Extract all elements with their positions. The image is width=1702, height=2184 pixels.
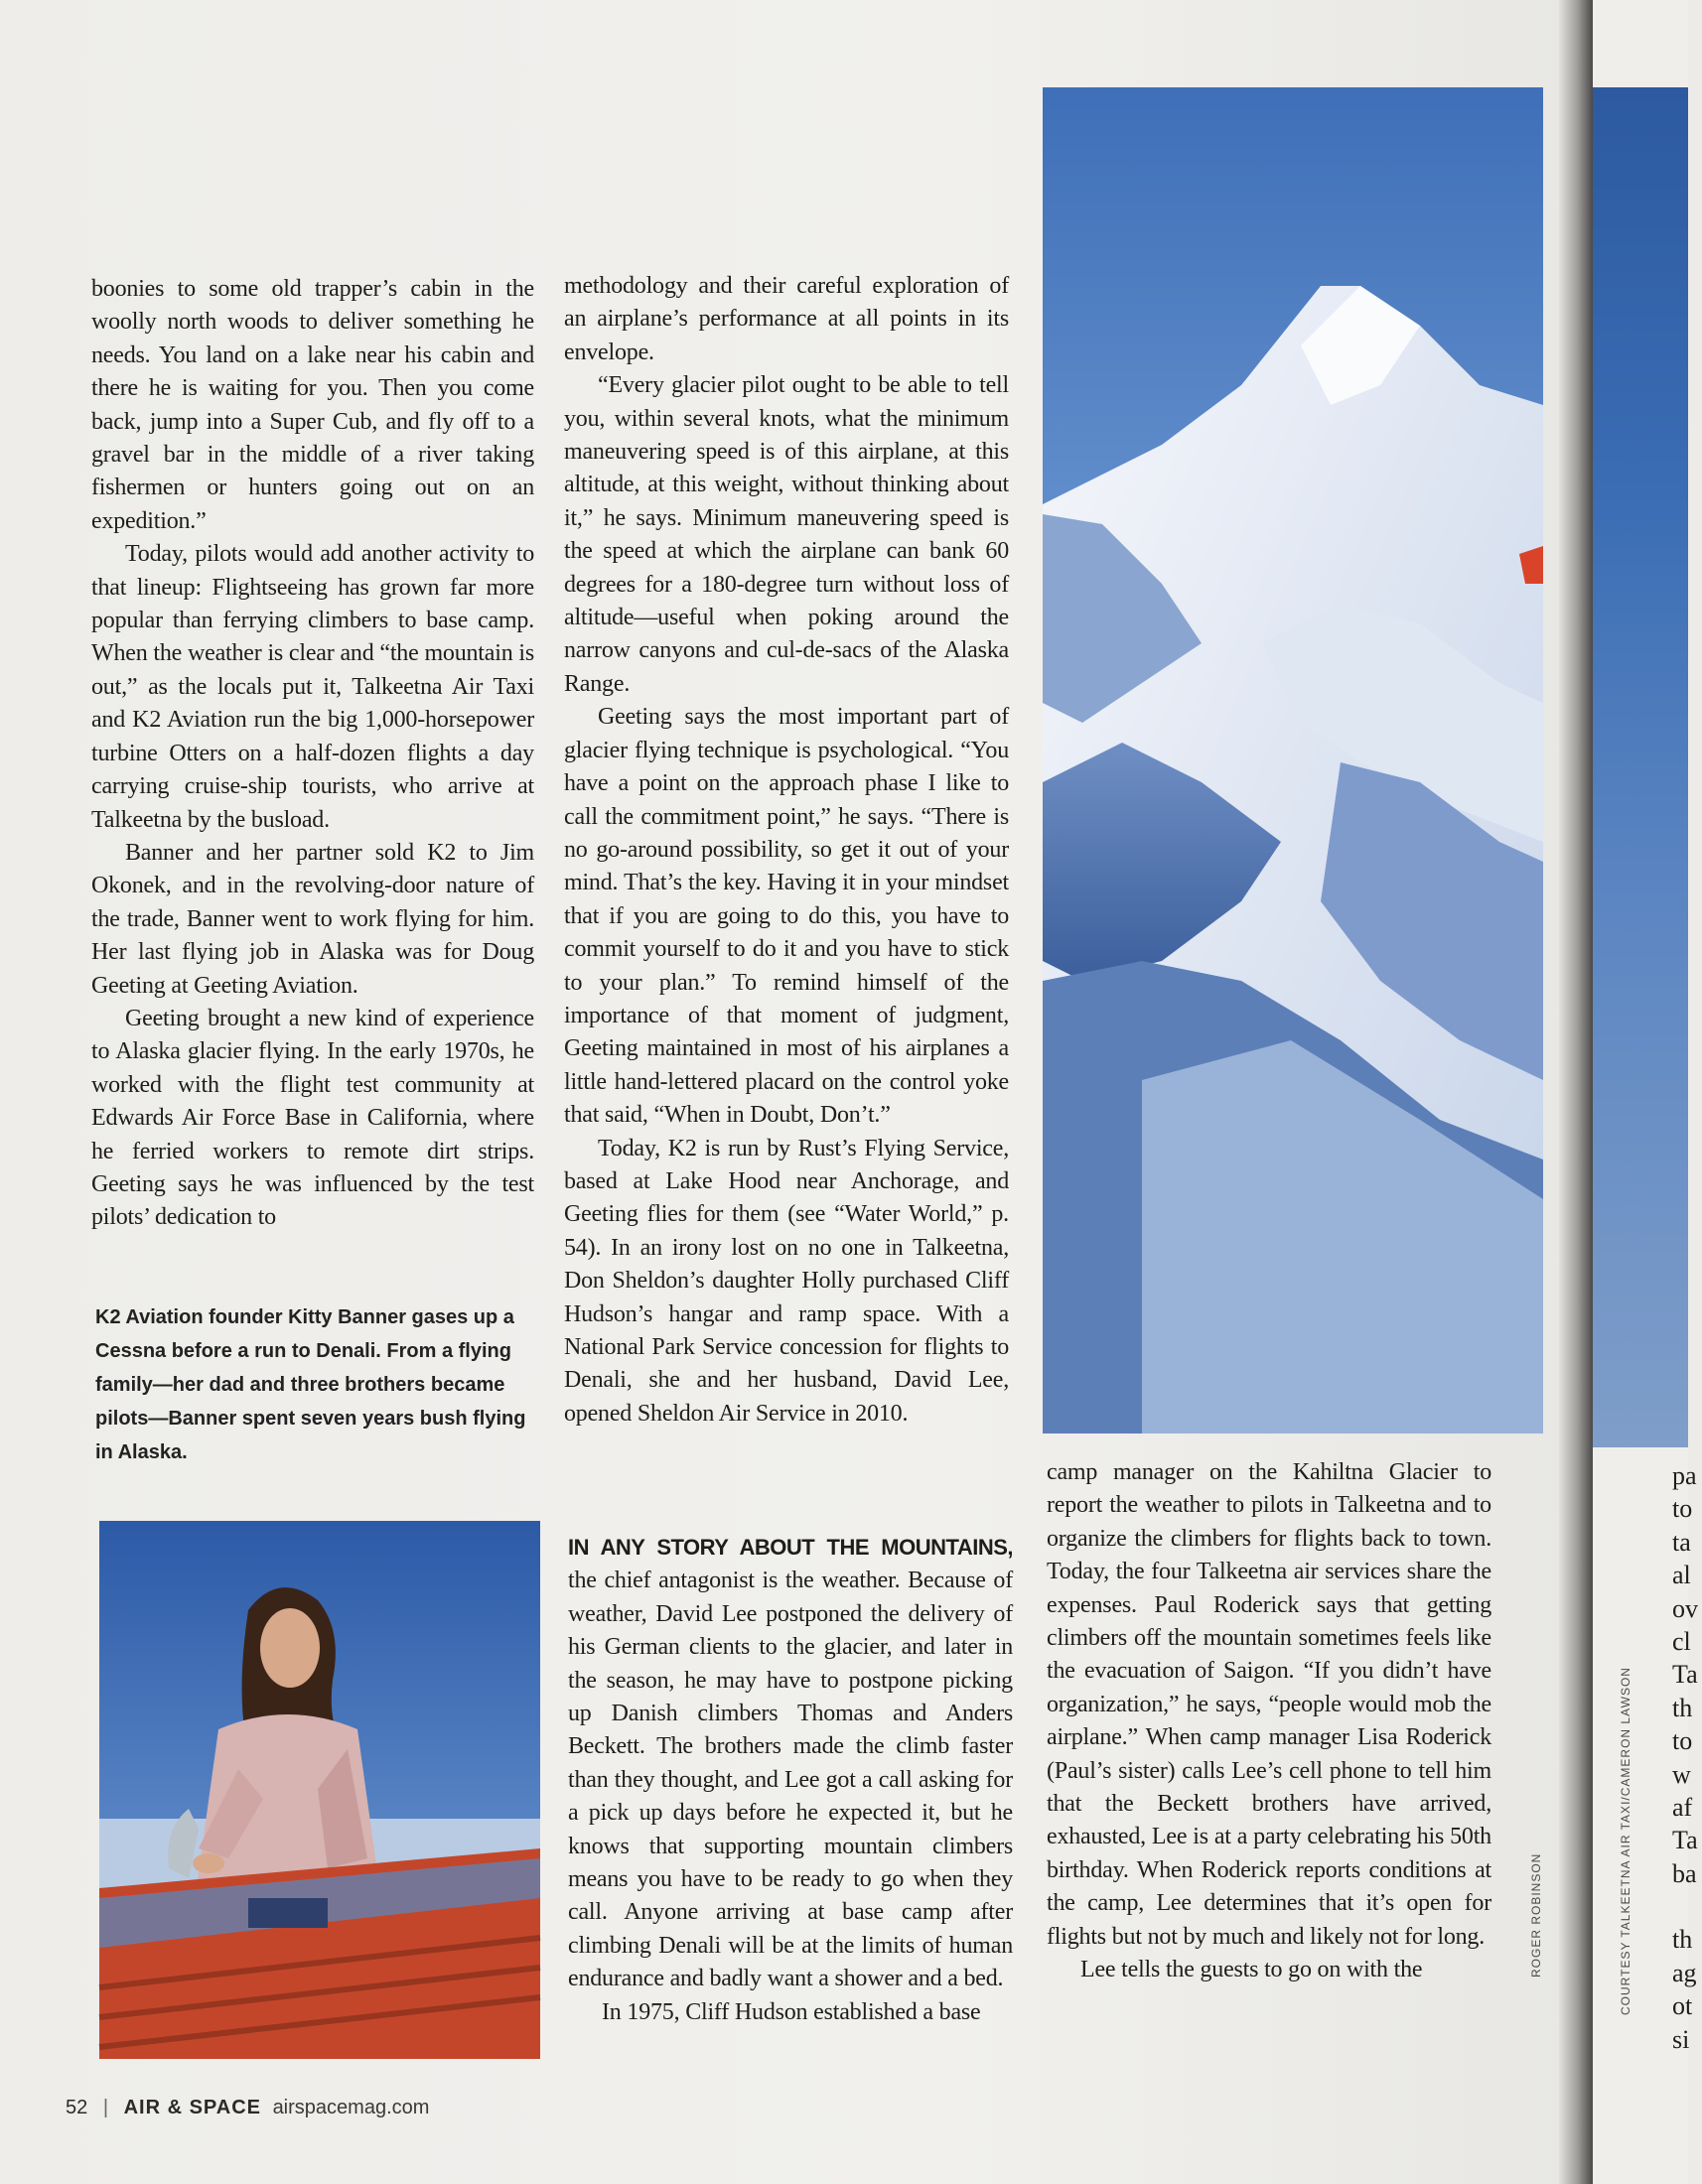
mountain-illustration bbox=[1043, 87, 1543, 1433]
magazine-name: AIR & SPACE bbox=[123, 2097, 261, 2118]
next-page-fragment: ot bbox=[1672, 1991, 1693, 2021]
footer-separator: | bbox=[102, 2097, 109, 2118]
column-2 bbox=[564, 270, 1009, 1431]
photo-caption: K2 Aviation founder Kitty Banner gases up a Cessna before a run to Denali. From a flying family—her dad and three brothers became pilots—Banner spent seven years bush flying in Alaska. bbox=[95, 1306, 526, 1463]
paragraph: Geeting says the most important part of glacier flying technique is psychological. “You have a point on the approach phase I like to call the commitment point,” he says. “There is no go-around possibility, so get it out of your mind. That’s the key. Having it in your mindset that if you are going to do this, you have to commit yourself to do it and you have to stick to your plan.” To remind himself of the importance of that moment of judgment, Geeting maintained in most of his airplanes a little hand-lettered placard on the control yoke that said, “When in Doubt, Don’t.” bbox=[564, 704, 1009, 1129]
magazine-url: airspacemag.com bbox=[272, 2097, 430, 2118]
next-page-fragment: ta bbox=[1672, 1527, 1691, 1557]
kitty-banner-photo bbox=[99, 1521, 540, 2059]
page-gutter bbox=[1559, 0, 1593, 2184]
next-page-edge bbox=[1593, 0, 1698, 2184]
photo-credit-mountain: ROGER ROBINSON bbox=[1529, 1852, 1543, 1978]
section-paragraph bbox=[568, 1531, 1013, 1996]
next-page-fragment bbox=[1672, 1890, 1702, 1923]
page-footer bbox=[66, 2097, 429, 2119]
next-page-fragment: w bbox=[1672, 1759, 1691, 1789]
next-page-fragment: ba bbox=[1672, 1858, 1697, 1888]
denali-mountain-photo bbox=[1043, 87, 1543, 1433]
next-page-fragment: to bbox=[1672, 1494, 1693, 1524]
paragraph: Today, pilots would add another activity to that lineup: Flightseeing has grown far more popular than ferrying climbers to base camp. When the weather is clear and “the mountain is out,” as the locals put it, Talkeetna Air Taxi and K2 Aviation run the big 1,000-horsepower turbine Otters on a half-dozen flights a day carrying cruise-ship tourists, who arrive at Talkeetna by the busload. bbox=[91, 541, 534, 833]
paragraph: methodology and their careful exploration of an airplane’s performance at all points in its envelope. bbox=[564, 273, 1009, 365]
column-3 bbox=[1047, 1456, 1491, 1987]
paragraph: boonies to some old trapper’s cabin in the woolly north woods to deliver something he needs. You land on a lake near his cabin and there he is waiting for you. Then you come back, jump into a Super Cub, and fly off to a gravel bar in the middle of a river taking fishermen or hunters going out on an expedition.” bbox=[91, 276, 534, 534]
next-page-fragment: pa bbox=[1672, 1461, 1697, 1490]
paragraph-text: the chief antagonist is the weather. Because of weather, David Lee postponed the delivery of his German clients to the glacier, and later in the season, he may have to postpone picking up Danish climbers Thomas and Anders Beckett. The brothers made the climb faster than they thought, and Lee got a call asking for a pick up days before he expected it, but he knows that supporting mountain climbers means you have to be ready to go when they call. Anyone arriving at base camp after climbing Denali will be at the limits of human endurance and badly want a shower and a bed. bbox=[568, 1568, 1013, 1992]
next-page-fragment: Ta bbox=[1672, 1826, 1698, 1855]
paragraph: Banner and her partner sold K2 to Jim Okonek, and in the revolving-door nature of the trade, Banner went to work flying for him. Her last flying job in Alaska was for Doug Geeting at Geeting Aviation. bbox=[91, 839, 534, 999]
next-page-fragment: th bbox=[1672, 1693, 1693, 1722]
paragraph: In 1975, Cliff Hudson established a base bbox=[602, 1998, 981, 2025]
next-page-fragment: Ta bbox=[1672, 1660, 1698, 1690]
next-page-fragment: af bbox=[1672, 1792, 1693, 1822]
paragraph: “Every glacier pilot ought to be able to tell you, within several knots, what the minimum maneuvering speed is of this airplane, at this altitude, at this weight, without thinking about it,” he says. Minimum maneuvering speed is the speed at which the airplane can bank 60 degrees for a 180-degree turn without loss of altitude—useful when poking around the narrow canyons and cul-de-sacs of the Alaska Range. bbox=[564, 372, 1009, 697]
next-page-fragment: si bbox=[1672, 2024, 1690, 2054]
column-1 bbox=[91, 273, 534, 1235]
next-page-fragment: cl bbox=[1672, 1626, 1691, 1656]
next-page-fragment: ov bbox=[1672, 1593, 1698, 1623]
paragraph: Today, K2 is run by Rust’s Flying Service, based at Lake Hood near Anchorage, and Geeting flies for them (see “Water World,” p. 54). In an irony lost on no one in Talkeetna, Don Sheldon’s daughter Holly purchased Cliff Hudson’s hangar and ramp space. With a National Park Service concession for flights to Denali, she and her husband, David Lee, opened Sheldon Air Service in 2010. bbox=[564, 1135, 1009, 1427]
next-page-fragment: to bbox=[1672, 1726, 1693, 1756]
paragraph: camp manager on the Kahiltna Glacier to report the weather to pilots in Talkeetna and to organize the climbers for flights back to town. Today, the four Talkeetna air services share the expenses. Paul Roderick says that getting climbers off the mountain sometimes feels like the evacuation of Saigon. “If you didn’t have organization,” he says, “people would mob the airplane.” When camp manager Lisa Roderick (Paul’s sister) calls Lee’s cell phone to tell him that the Beckett brothers have arrived, exhausted, Lee is at a party celebrating his 50th birthday. When Roderick reports conditions at the camp, Lee determines that it’s open for flights but not by much and likely not for long. bbox=[1047, 1459, 1491, 1950]
paragraph: Geeting brought a new kind of experience to Alaska glacier flying. In the early 1970s, he worked with the flight test community at Edwards Air Force Base in California, where he ferried workers to remote dirt strips. Geeting says he was influenced by the test pilots’ dedication to bbox=[91, 1005, 534, 1231]
page-number: 52 bbox=[66, 2097, 88, 2118]
next-page-photo bbox=[1593, 87, 1688, 1447]
section-lead-in: IN ANY STORY ABOUT THE MOUNTAINS, bbox=[568, 1535, 1013, 1560]
paragraph: Lee tells the guests to go on with the bbox=[1080, 1957, 1423, 1983]
photo-credit-portrait: COURTESY TALKEETNA AIR TAXI/CAMERON LAWSON bbox=[1619, 1667, 1632, 2015]
next-page-text-fragments bbox=[1672, 1459, 1702, 2056]
column-2-lower bbox=[568, 1531, 1013, 2029]
next-page-fragment: al bbox=[1672, 1561, 1691, 1590]
next-page-fragment: th bbox=[1672, 1925, 1693, 1955]
kitty-banner-illustration bbox=[99, 1521, 540, 2059]
next-page-fragment: ag bbox=[1672, 1958, 1697, 1987]
